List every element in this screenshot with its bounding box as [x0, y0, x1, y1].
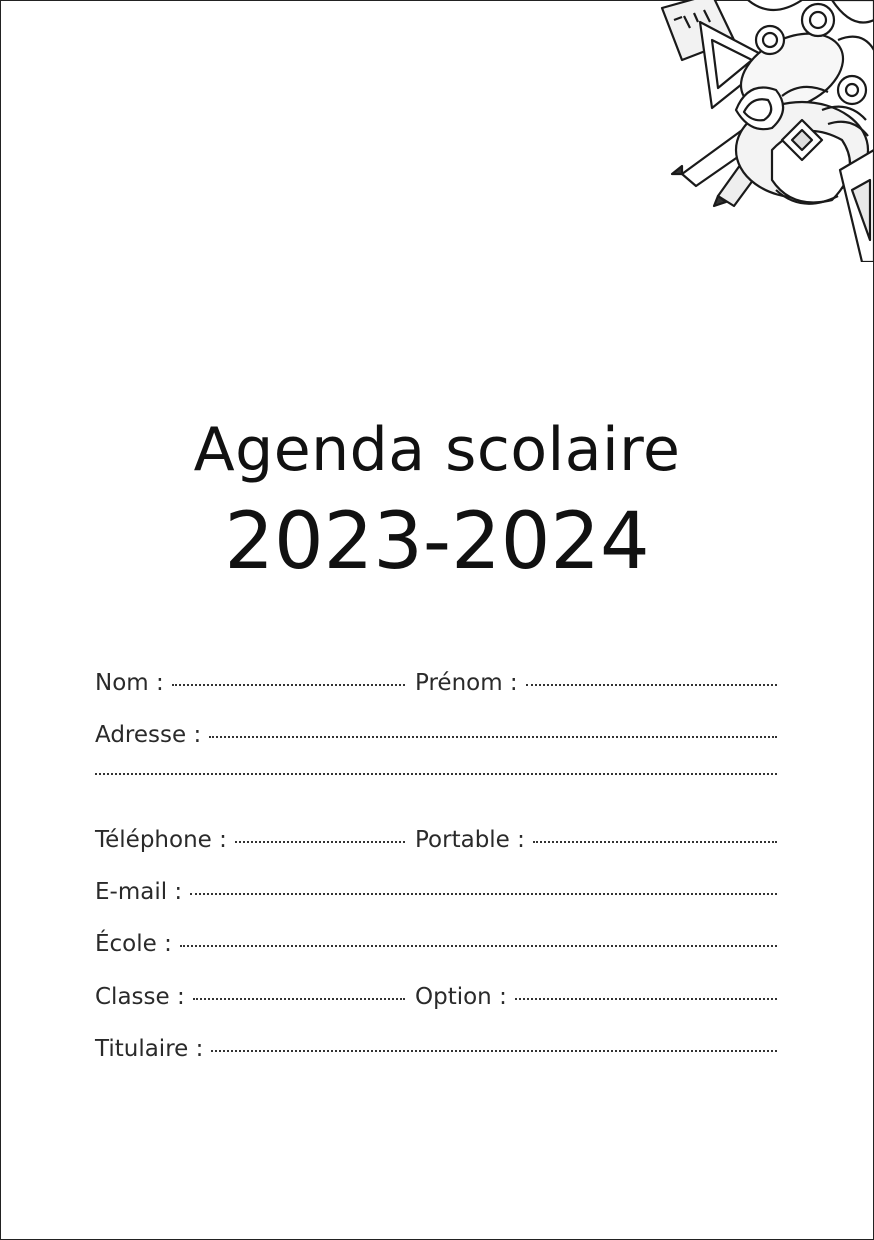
adresse-field[interactable]: [95, 722, 777, 748]
ecole-label: École :: [95, 931, 172, 958]
nom-dotted-line[interactable]: [172, 682, 405, 686]
email-dotted-line[interactable]: [190, 891, 777, 895]
form-row-adresse-cont: [95, 775, 777, 827]
nom-label: Nom :: [95, 670, 164, 696]
telephone-field[interactable]: [95, 827, 405, 853]
adresse-continuation-field[interactable]: [95, 775, 777, 779]
adresse-dotted-line[interactable]: [209, 734, 777, 738]
option-label: Option :: [415, 983, 507, 1010]
prenom-field[interactable]: [405, 670, 777, 696]
adresse-label: Adresse :: [95, 722, 202, 749]
page-title: Agenda scolaire: [193, 415, 681, 485]
titulaire-label: Titulaire :: [95, 1036, 204, 1063]
adresse-continuation-dotted-line[interactable]: [95, 771, 777, 775]
telephone-dotted-line[interactable]: [235, 839, 405, 843]
form-row-ecole: [95, 931, 777, 983]
classe-dotted-line[interactable]: [193, 996, 405, 1000]
email-field[interactable]: [95, 879, 777, 905]
portable-dotted-line[interactable]: [533, 839, 777, 843]
school-supplies-doodle-icon: [652, 0, 874, 262]
telephone-label: Téléphone :: [95, 826, 227, 853]
classe-field[interactable]: [95, 984, 405, 1010]
titulaire-dotted-line[interactable]: [211, 1048, 777, 1052]
form-row-classe-option: [95, 984, 777, 1036]
ecole-field[interactable]: [95, 931, 777, 957]
prenom-dotted-line[interactable]: [526, 682, 777, 686]
prenom-label: Prénom :: [415, 670, 518, 696]
nom-field[interactable]: [95, 670, 405, 696]
form-row-telephone-portable: [95, 827, 777, 879]
portable-field[interactable]: [405, 827, 777, 853]
form-row-titulaire: [95, 1036, 777, 1088]
option-field[interactable]: [405, 984, 777, 1010]
school-year: 2023-2024: [224, 497, 650, 587]
ecole-dotted-line[interactable]: [180, 943, 777, 947]
email-label: E-mail :: [95, 879, 183, 906]
option-dotted-line[interactable]: [515, 996, 777, 1000]
titulaire-field[interactable]: [95, 1036, 777, 1062]
classe-label: Classe :: [95, 983, 185, 1010]
identity-form: [95, 670, 777, 1088]
form-row-adresse: [95, 722, 777, 774]
form-row-email: [95, 879, 777, 931]
form-row-nom-prenom: [95, 670, 777, 722]
portable-label: Portable :: [415, 826, 525, 853]
